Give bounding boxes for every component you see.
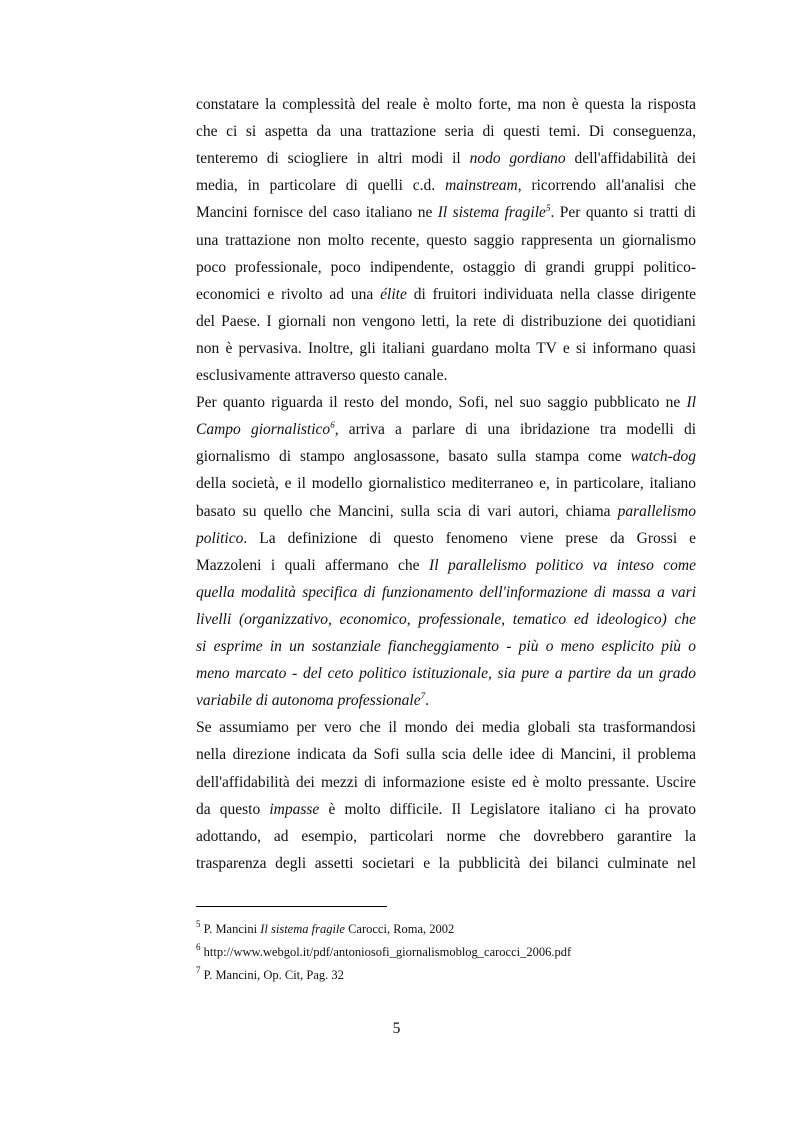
text-line: Mazzoleni i quali affermano che Il parallelismo politico va inteso come [196,556,697,574]
text-line: politico. La definizione di questo fenomeno viene prese da Grossi e [196,529,696,547]
italic-text: élite [380,285,407,303]
text-line: esclusivamente attraverso questo canale. [196,367,448,384]
text-line: del Paese. I giornali non vengono letti, la rete di distribuzione dei quotidiani [196,312,696,330]
italic-text: quella modalità specifica di funzionamento dell'informazione di massa a vari [196,583,696,601]
text-line: adottando, ad esempio, particolari norme che dovrebbero garantire la [196,827,696,845]
text-line: da questo impasse è molto difficile. Il Legislatore italiano ci ha provato [196,800,696,818]
italic-text: Il sistema fragile [437,204,546,222]
footnote-number: 6 [196,942,201,952]
italic-text: mainstream [445,177,518,195]
text-line: della società, e il modello giornalistico mediterraneo e, in particolare, italiano [196,475,696,493]
italic-text: livelli (organizzativo, economico, professionale, tematico ed ideologico) che [196,610,696,628]
text-line: media, in particolare di quelli c.d. mainstream, ricorrendo all'analisi che [196,177,696,195]
text-line: Campo giornalistico$^6$, arriva a parlare di una ibridazione tra modelli di [196,420,697,439]
footnote-separator [196,906,387,907]
text-line: non è pervasiva. Inoltre, gli italiani guardano molta TV e si informano quasi [196,339,696,357]
text-line: nella direzione indicata da Sofi sulla scia delle idee di Mancini, il problema [196,746,696,764]
text-line: Mancini fornisce del caso italiano ne Il sistema fragile$^5$. Per quanto si tratti di [196,203,696,222]
text-line: una trattazione non molto recente, questo saggio rappresenta un giornalismo [196,231,696,249]
italic-text: variabile di autonoma professionale [196,692,421,710]
footnote-number: 5 [196,919,201,929]
text-line: tenteremo di sciogliere in altri modi il nodo gordiano dell'affidabilità dei [196,150,696,168]
text-line: poco professionale, poco indipendente, ostaggio di grandi gruppi politico- [196,258,696,276]
text-line: giornalismo di stampo anglosassone, basato sulla stampa come watch-dog [196,448,696,466]
italic-text: Il sistema fragile [260,922,345,936]
italic-text: Campo giornalistico [196,421,331,439]
text-line: trasparenza degli assetti societari e la pubblicità dei bilanci culminate nel [196,854,696,872]
italic-text: nodo gordiano [469,150,566,168]
text-line [196,664,696,684]
footnote: $^5$ P. Mancini Il sistema fragile Carocci, Roma, 2002 [196,919,455,936]
italic-text: politico [196,529,244,547]
text-line: Se assumiamo per vero che il mondo dei media globali sta trasformandosi [196,719,696,737]
text-line [196,637,696,657]
text-line [196,610,696,630]
text-line: economici e rivolto ad una élite di fruitori individuata nella classe dirigente [196,285,697,303]
text-line: variabile di autonoma professionale$^7$. [196,691,429,710]
italic-text: parallelismo [617,502,696,520]
italic-text: meno marcato - del ceto politico istituzionale, sia pure a partire da un grado [196,665,696,683]
footnote-number: 7 [196,965,201,975]
page-number: 5 [392,1020,401,1037]
text-line: Per quanto riguarda il resto del mondo, Sofi, nel suo saggio pubblicato ne Il [196,394,696,412]
text-line: constatare la complessità del reale è molto forte, ma non è questa la risposta [196,96,696,113]
italic-text: Il [686,394,696,412]
text-line: basato su quello che Mancini, sulla scia di vari autori, chiama parallelismo [196,502,696,520]
footnote-reference: 7 [420,691,426,702]
text-line: che ci si aspetta da una trattazione seria di questi temi. Di conseguenza, [196,123,696,141]
italic-text: si esprime in un sostanziale fiancheggiamento - più o meno esplicito più o [196,638,696,655]
footnote: $^7$ P. Mancini, Op. Cit, Pag. 32 [196,965,344,982]
italic-text: Il parallelismo politico va inteso come [429,556,697,574]
text-line: dell'affidabilità dei mezzi di informazione esiste ed è molto pressante. Uscire [196,773,696,791]
footnote-reference: 5 [545,203,551,214]
text-line [196,583,696,603]
italic-text: watch-dog [630,448,696,466]
italic-text: impasse [269,800,320,818]
footnote-reference: 6 [330,420,335,431]
footnote: $^6$ http://www.webgol.it/pdf/antoniosofi_giornalismoblog_carocci_2006.pdf [196,942,572,959]
